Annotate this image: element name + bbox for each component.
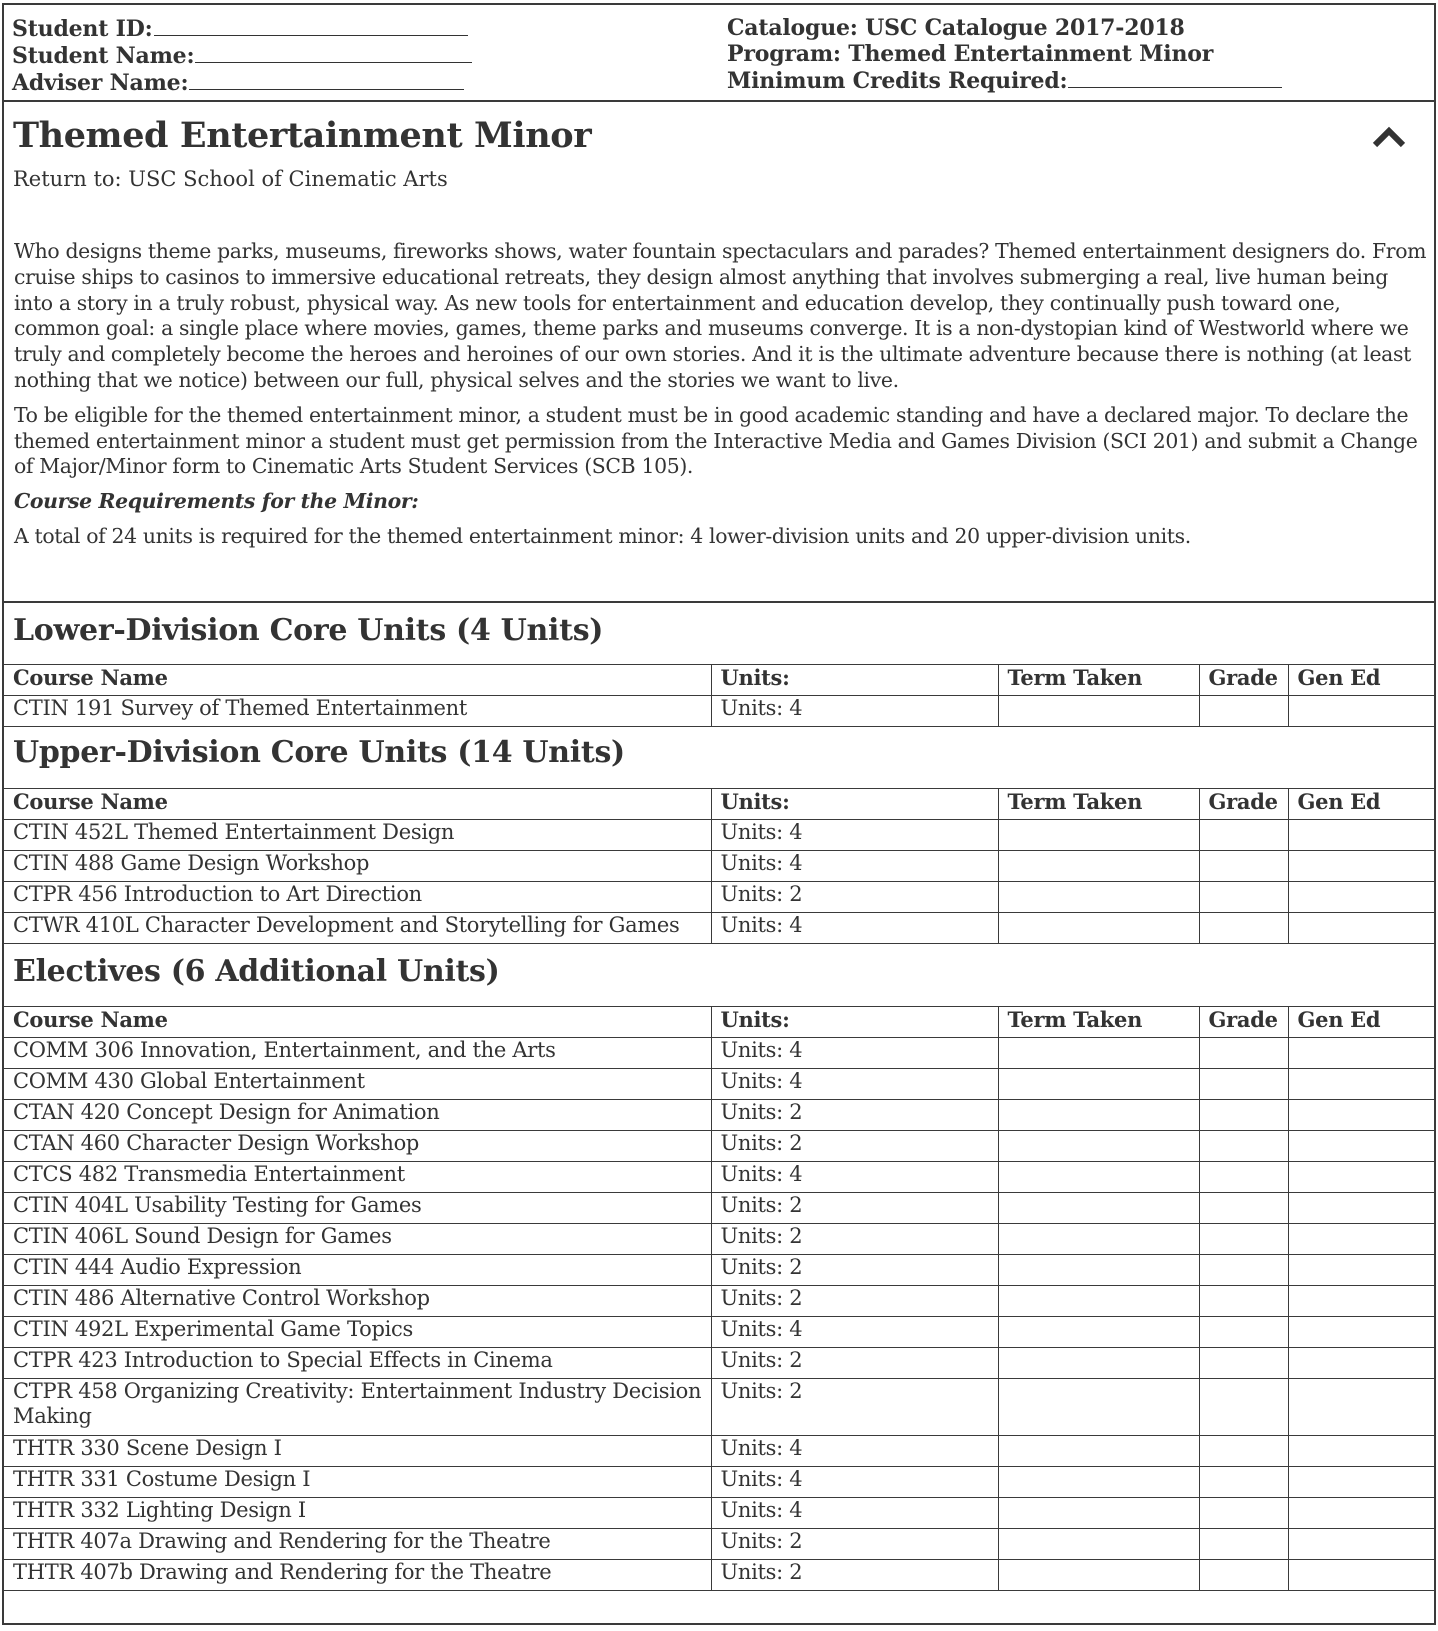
units-cell: Units: 2 [711,1255,998,1286]
column-header-course-name: Course Name [4,665,711,696]
grade-cell[interactable] [1199,1498,1288,1529]
table-row [4,851,1434,882]
column-header-term-taken: Term Taken [998,1007,1199,1038]
term-taken-cell[interactable] [998,1038,1199,1069]
table-row [4,1467,1434,1498]
column-header-course-name: Course Name [4,1007,711,1038]
adviser-name-label: Adviser Name: [12,70,189,96]
grade-cell[interactable] [1199,851,1288,882]
units-cell: Units: 4 [711,1038,998,1069]
term-taken-cell[interactable] [998,1069,1199,1100]
grade-cell[interactable] [1199,820,1288,851]
column-header-grade: Grade [1199,789,1288,820]
units-cell: Units: 2 [711,1560,998,1591]
term-taken-cell[interactable] [998,1560,1199,1591]
lower-division-table [4,664,1434,727]
course-name-cell: CTIN 404L Usability Testing for Games [4,1193,711,1224]
course-name-cell: CTPR 458 Organizing Creativity: Entertainment Industry Decision Making [4,1379,711,1436]
table-header-row [4,665,1434,696]
course-name-cell: CTIN 191 Survey of Themed Entertainment [4,696,711,727]
units-cell: Units: 4 [711,1467,998,1498]
upper-division-table [4,788,1434,944]
gen-ed-cell[interactable] [1288,851,1434,882]
course-name-cell: CTIN 488 Game Design Workshop [4,851,711,882]
column-header-units: Units: [711,1007,998,1038]
grade-cell[interactable] [1199,1286,1288,1317]
table-row [4,1255,1434,1286]
collapse-button[interactable] [1371,121,1407,151]
intro-body [14,239,1428,559]
gen-ed-cell[interactable] [1288,1560,1434,1591]
gen-ed-cell[interactable] [1288,1193,1434,1224]
student-id-blank [154,15,468,36]
term-taken-cell[interactable] [998,851,1199,882]
student-name-label: Student Name: [12,43,195,69]
lower-division-title: Lower-Division Core Units (4 Units) [13,613,604,648]
column-header-grade: Grade [1199,1007,1288,1038]
grade-cell[interactable] [1199,1100,1288,1131]
course-name-cell: CTCS 482 Transmedia Entertainment [4,1162,711,1193]
table-row [4,1131,1434,1162]
term-taken-cell[interactable] [998,913,1199,944]
gen-ed-cell[interactable] [1288,1498,1434,1529]
program-intro [4,102,1434,603]
grade-cell[interactable] [1199,1038,1288,1069]
program-line: Program: Themed Entertainment Minor [727,41,1214,67]
grade-cell[interactable] [1199,1529,1288,1560]
grade-cell[interactable] [1199,1348,1288,1379]
grade-cell[interactable] [1199,913,1288,944]
student-fields [12,15,472,96]
gen-ed-cell[interactable] [1288,882,1434,913]
term-taken-cell[interactable] [998,1467,1199,1498]
term-taken-cell[interactable] [998,882,1199,913]
units-cell: Units: 2 [711,882,998,913]
grade-cell[interactable] [1199,1467,1288,1498]
return-breadcrumb [13,167,448,191]
program-fields [727,15,1282,94]
table-row [4,1069,1434,1100]
student-name-line [12,42,472,69]
min-credits-line [727,67,1282,94]
units-cell: Units: 2 [711,1379,998,1436]
table-row [4,1436,1434,1467]
catalogue-line: Catalogue: USC Catalogue 2017-2018 [727,15,1185,41]
units-cell: Units: 2 [711,1100,998,1131]
table-row [4,913,1434,944]
gen-ed-cell[interactable] [1288,696,1434,727]
course-name-cell: CTAN 420 Concept Design for Animation [4,1100,711,1131]
units-cell: Units: 4 [711,1069,998,1100]
course-name-cell: CTIN 444 Audio Expression [4,1255,711,1286]
column-header-term-taken: Term Taken [998,665,1199,696]
term-taken-cell[interactable] [998,1224,1199,1255]
table-row [4,1498,1434,1529]
units-cell: Units: 4 [711,696,998,727]
table-row [4,1529,1434,1560]
gen-ed-cell[interactable] [1288,913,1434,944]
student-info-header [4,5,1434,102]
term-taken-cell[interactable] [998,1436,1199,1467]
gen-ed-cell[interactable] [1288,1379,1434,1436]
units-cell: Units: 4 [711,851,998,882]
table-row [4,1038,1434,1069]
course-name-cell: CTIN 492L Experimental Game Topics [4,1317,711,1348]
term-taken-cell[interactable] [998,1286,1199,1317]
units-cell: Units: 2 [711,1131,998,1162]
column-header-term-taken: Term Taken [998,789,1199,820]
term-taken-cell[interactable] [998,1100,1199,1131]
table-row [4,1286,1434,1317]
table-row [4,1100,1434,1131]
course-name-cell: CTWR 410L Character Development and Storytelling for Games [4,913,711,944]
table-row [4,1193,1434,1224]
gen-ed-cell[interactable] [1288,1436,1434,1467]
intro-paragraph-2: To be eligible for the themed entertainment minor, a student must be in good academic standing and have a declared major. To declare the themed entertainment minor a student must get permission from the Interactive Media and Games Division (SCI 201) and submit a Change of Major/Minor form to Cinematic Arts Student Services (SCB 105). [14,402,1418,479]
gen-ed-cell[interactable] [1288,1286,1434,1317]
term-taken-cell[interactable] [998,1348,1199,1379]
table-header-row [4,1007,1434,1038]
term-taken-cell[interactable] [998,1162,1199,1193]
upper-division-title: Upper-Division Core Units (14 Units) [13,735,625,770]
course-name-cell: THTR 330 Scene Design I [4,1436,711,1467]
gen-ed-cell[interactable] [1288,1038,1434,1069]
units-cell: Units: 4 [711,913,998,944]
requirements-text: A total of 24 units is required for the themed entertainment minor: 4 lower-division units and 20 upper-division units. [14,523,1191,548]
return-prefix: Return to: [13,167,129,191]
course-name-cell: COMM 306 Innovation, Entertainment, and the Arts [4,1038,711,1069]
return-link[interactable]: USC School of Cinematic Arts [128,167,448,191]
course-name-cell: CTPR 456 Introduction to Art Direction [4,882,711,913]
table-row [4,1317,1434,1348]
units-cell: Units: 2 [711,1529,998,1560]
grade-cell[interactable] [1199,1162,1288,1193]
units-cell: Units: 4 [711,1436,998,1467]
units-cell: Units: 2 [711,1193,998,1224]
course-name-cell: COMM 430 Global Entertainment [4,1069,711,1100]
grade-cell[interactable] [1199,1193,1288,1224]
student-name-blank [195,42,472,63]
table-row [4,1162,1434,1193]
gen-ed-cell[interactable] [1288,1529,1434,1560]
column-header-grade: Grade [1199,665,1288,696]
term-taken-cell[interactable] [998,1317,1199,1348]
gen-ed-cell[interactable] [1288,1348,1434,1379]
term-taken-cell[interactable] [998,1131,1199,1162]
grade-cell[interactable] [1199,882,1288,913]
course-name-cell: CTIN 452L Themed Entertainment Design [4,820,711,851]
column-header-gen-ed: Gen Ed [1288,789,1434,820]
course-name-cell: THTR 331 Costume Design I [4,1467,711,1498]
term-taken-cell[interactable] [998,1193,1199,1224]
course-name-cell: CTIN 406L Sound Design for Games [4,1224,711,1255]
grade-cell[interactable] [1199,1224,1288,1255]
grade-cell[interactable] [1199,1436,1288,1467]
units-cell: Units: 2 [711,1286,998,1317]
grade-cell[interactable] [1199,1560,1288,1591]
course-name-cell: THTR 332 Lighting Design I [4,1498,711,1529]
electives-title: Electives (6 Additional Units) [13,954,500,989]
course-name-cell: CTAN 460 Character Design Workshop [4,1131,711,1162]
term-taken-cell[interactable] [998,820,1199,851]
term-taken-cell[interactable] [998,1498,1199,1529]
adviser-name-blank [189,69,464,90]
table-row [4,882,1434,913]
gen-ed-cell[interactable] [1288,1131,1434,1162]
gen-ed-cell[interactable] [1288,1467,1434,1498]
table-row [4,1560,1434,1591]
term-taken-cell[interactable] [998,696,1199,727]
adviser-name-line [12,69,472,96]
electives-table [4,1006,1434,1591]
table-row [4,820,1434,851]
term-taken-cell[interactable] [998,1255,1199,1286]
gen-ed-cell[interactable] [1288,1069,1434,1100]
page-title: Themed Entertainment Minor [13,115,592,156]
gen-ed-cell[interactable] [1288,1162,1434,1193]
gen-ed-cell[interactable] [1288,1317,1434,1348]
gen-ed-cell[interactable] [1288,1100,1434,1131]
grade-cell[interactable] [1199,1131,1288,1162]
course-name-cell: THTR 407b Drawing and Rendering for the Theatre [4,1560,711,1591]
course-name-cell: CTPR 423 Introduction to Special Effects in Cinema [4,1348,711,1379]
grade-cell[interactable] [1199,1255,1288,1286]
term-taken-cell[interactable] [998,1529,1199,1560]
table-header-row [4,789,1434,820]
column-header-gen-ed: Gen Ed [1288,665,1434,696]
units-cell: Units: 4 [711,1498,998,1529]
grade-cell[interactable] [1199,1317,1288,1348]
units-cell: Units: 2 [711,1348,998,1379]
intro-paragraph-1: Who designs theme parks, museums, fireworks shows, water fountain spectaculars and parades? Themed entertainment designers do. From cruise ships to casinos to immersive educational retreats, they design almost anything that involves submerging a real, live human being into a story in a truly robust, physical way. As new tools for entertainment and education develop, they continually push toward one, common goal: a single place where movies, games, theme parks and museums converge. It is a non-dystopian kind of Westworld where we truly and completely become the heroes and heroines of our own stories. And it is the ultimate adventure because there is nothing (at least nothing that we notice) between our full, physical selves and the stories we want to live. [14,239,1427,392]
column-header-units: Units: [711,665,998,696]
student-id-line [12,15,472,42]
units-cell: Units: 4 [711,820,998,851]
units-cell: Units: 4 [711,1317,998,1348]
column-header-units: Units: [711,789,998,820]
requirements-heading: Course Requirements for the Minor: [14,489,419,514]
grade-cell[interactable] [1199,1069,1288,1100]
worksheet-page [2,3,1436,1625]
course-name-cell: CTIN 486 Alternative Control Workshop [4,1286,711,1317]
table-row [4,1224,1434,1255]
table-row [4,1379,1434,1436]
units-cell: Units: 2 [711,1224,998,1255]
table-row [4,696,1434,727]
gen-ed-cell[interactable] [1288,1255,1434,1286]
table-row [4,1348,1434,1379]
min-credits-label: Minimum Credits Required: [727,68,1068,94]
column-header-gen-ed: Gen Ed [1288,1007,1434,1038]
chevron-up-icon [1371,121,1407,151]
term-taken-cell[interactable] [998,1379,1199,1436]
units-cell: Units: 4 [711,1162,998,1193]
gen-ed-cell[interactable] [1288,1224,1434,1255]
gen-ed-cell[interactable] [1288,820,1434,851]
min-credits-blank [1068,67,1282,88]
course-name-cell: THTR 407a Drawing and Rendering for the Theatre [4,1529,711,1560]
column-header-course-name: Course Name [4,789,711,820]
student-id-label: Student ID: [12,16,153,42]
grade-cell[interactable] [1199,1379,1288,1436]
grade-cell[interactable] [1199,696,1288,727]
